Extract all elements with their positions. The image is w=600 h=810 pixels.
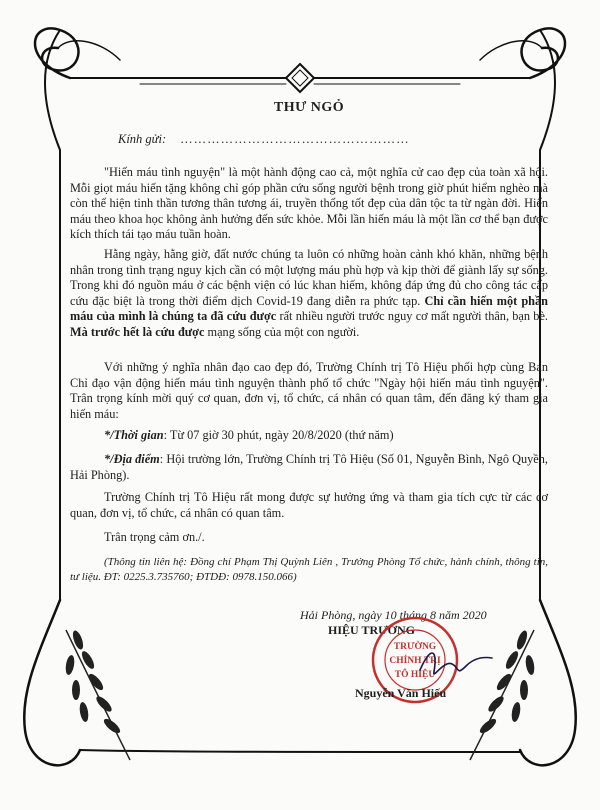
paragraph-closing: Trường Chính trị Tô Hiệu rất mong được sự hưởng ứng và tham gia tích cực từ các cơ quan, đơn vị, tổ chức, cá nhân có quan tâm. [70,490,548,520]
time-value: : Từ 07 giờ 30 phút, ngày 20/8/2020 (thứ năm) [163,428,394,442]
need-emphasis-2: Mà trước hết là cứu được [70,324,205,339]
signature-role: HIỆU TRƯỞNG [328,623,416,637]
recipient-dots: …………………………………………… [180,132,410,146]
event-place [70,452,548,483]
event-time [70,428,548,444]
place-label: */Địa điểm [104,452,160,466]
paragraph-intro: "Hiến máu tình nguyện" là một hành động cao cả, một nghĩa cử cao đẹp của toàn xã hội. Mỗi giọt máu hiến tặng không chỉ góp phần cứu sống người bệnh trong giờ phút hiểm nghèo mà còn thể hiện tinh thần tương thân tương ái, truyền thống tốt đẹp của dân tộc ta từ ngàn đời. Hiến máu theo khoa học không ảnh hưởng đến sức khỏe. Mỗi lần hiến máu là một lần cơ thể bạn được kích thích tái tạo máu tuần hoàn. [70,165,548,242]
letter-title: THƯ NGỎ [273,100,345,115]
stamp-line-2: CHÍNH TRỊ [389,656,441,666]
thanks-line: Trân trọng cảm ơn./. [104,530,205,544]
stamp-line-1: TRƯỜNG [393,642,437,652]
handwritten-signature [410,642,500,682]
paragraph-invitation: Với những ý nghĩa nhân đạo cao đẹp đó, Trường Chính trị Tô Hiệu phối hợp cùng Ban Chỉ đạo vận động hiến máu tình nguyện thành phố tổ chức "Ngày hội hiến máu tình nguyện". Trân trọng kính mời quý cơ quan, đơn vị, tổ chức, cá nhân có quan tâm, đến đăng ký tham gia hiến máu: [70,360,548,421]
paragraph-need [70,247,548,341]
recipient-label: Kính gửi: [118,132,167,146]
signature-date: Hải Phòng, ngày 10 tháng 8 năm 2020 [300,608,487,622]
stamp-line-3: TÔ HIỆU [394,670,436,680]
contact-info: (Thông tin liên hệ: Đồng chí Phạm Thị Quỳnh Liên , Trưởng Phòng Tổ chức, hành chính, thông tin, tư liệu. ĐT: 0225.3.735760; ĐTDĐ: 0978.150.066) [70,556,548,583]
need-text-3: mạng sống của một con người. [207,324,360,339]
signature-name: Nguyễn Văn Hiếu [355,686,447,700]
need-text: Hằng ngày, hằng giờ, đất nước chúng ta luôn có những hoàn cảnh khó khăn, những bệnh nhân trong tình trạng nguy kịch cần có một lượng máu phù hợp và kịp thời để giành lấy sự sống. Trong khi đó nguồn máu ở các bệnh viện có lúc khan hiếm, không đáp ứng đủ cho công tác cấp cứu đặc biệt là trong thời điểm dịch Covid-19 đang diễn ra phức tạp. [70,247,548,308]
place-value: : Hội trường lớn, Trường Chính trị Tô Hiệu (Số 01, Nguyễn Bình, Ngô Quyền, Hải Phòng). [70,452,548,482]
need-emphasis-1: Chỉ cần hiến một phần máu của mình là chúng ta đã cứu được [70,293,548,324]
recipient-line [118,132,410,147]
time-label: */Thời gian [104,428,164,442]
need-text-2: rất nhiều người trước nguy cơ mất người thân, bạn bè. [279,309,548,324]
